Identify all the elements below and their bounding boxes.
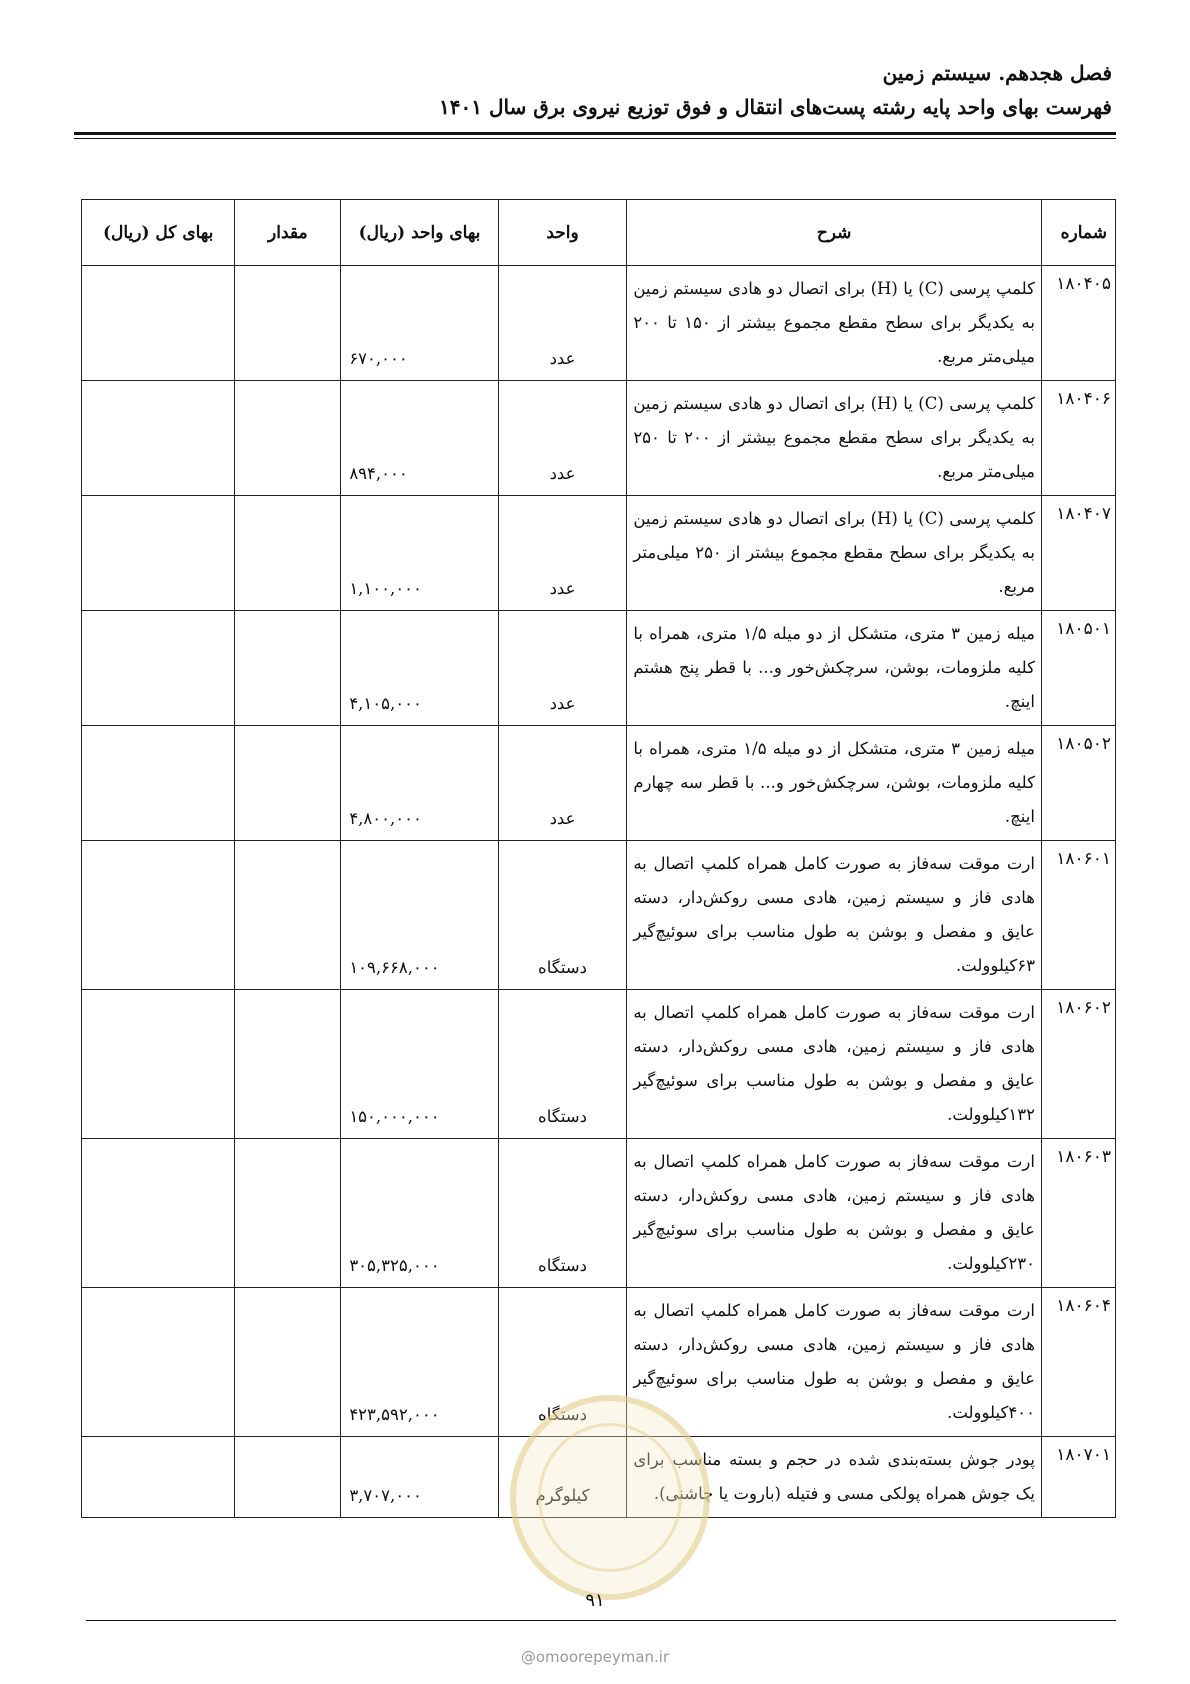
item-unit-price: ۴۲۳,۵۹۲,۰۰۰ — [341, 1288, 498, 1437]
item-code: ۱۸۰۴۰۶ — [1041, 381, 1115, 496]
item-total-price — [82, 496, 235, 611]
item-unit: عدد — [498, 496, 627, 611]
document-subtitle: فهرست بهای واحد پایه رشته پست‌های انتقال و فوق توزیع نیروی برق سال ۱۴۰۱ — [439, 95, 1112, 119]
item-total-price — [82, 726, 235, 841]
item-code: ۱۸۰۶۰۴ — [1041, 1288, 1115, 1437]
item-description: کلمپ پرسی (C) یا (H) برای اتصال دو هادی سیستم زمین به یکدیگر برای سطح مقطع مجموع بیشتر از ۲۵۰ میلی‌متر مربع. — [627, 496, 1042, 611]
item-description: کلمپ پرسی (C) یا (H) برای اتصال دو هادی سیستم زمین به یکدیگر برای سطح مقطع مجموع بیشتر از ۲۰۰ تا ۲۵۰ میلی‌متر مربع. — [627, 381, 1042, 496]
table-row — [82, 1139, 1116, 1288]
item-quantity — [235, 266, 341, 381]
item-unit-price: ۱۵۰,۰۰۰,۰۰۰ — [341, 990, 498, 1139]
price-table — [81, 199, 1116, 1518]
table-row — [82, 990, 1116, 1139]
item-code: ۱۸۰۶۰۱ — [1041, 841, 1115, 990]
item-total-price — [82, 1139, 235, 1288]
item-description: پودر جوش بسته‌بندی شده در حجم و بسته مناسب برای یک جوش همراه پولکی مسی و فتیله (باروت یا چاشنی). — [627, 1437, 1042, 1518]
item-code: ۱۸۰۴۰۷ — [1041, 496, 1115, 611]
item-code: ۱۸۰۵۰۲ — [1041, 726, 1115, 841]
table-row — [82, 611, 1116, 726]
item-total-price — [82, 266, 235, 381]
website-watermark: @omoorepeyman.ir — [520, 1648, 670, 1666]
item-total-price — [82, 381, 235, 496]
table-row — [82, 726, 1116, 841]
watermark-seal — [510, 1395, 710, 1600]
column-header-code: شماره — [1041, 200, 1115, 266]
item-code: ۱۸۰۶۰۲ — [1041, 990, 1115, 1139]
item-unit-price: ۶۷۰,۰۰۰ — [341, 266, 498, 381]
item-code: ۱۸۰۷۰۱ — [1041, 1437, 1115, 1518]
column-header-unit: واحد — [498, 200, 627, 266]
item-description: ارت موقت سه‌فاز به صورت کامل همراه کلمپ اتصال به هادی فاز و سیستم زمین، هادی مسی روکش‌دار، دسته عایق و مفصل و بوشن به طول مناسب برای سوئیچ‌گیر ۴۰۰کیلوولت. — [627, 1288, 1042, 1437]
column-header-total-price: بهای کل (ریال) — [82, 200, 235, 266]
item-quantity — [235, 496, 341, 611]
page-number: ۹۱ — [585, 1590, 605, 1611]
item-quantity — [235, 990, 341, 1139]
item-description: ارت موقت سه‌فاز به صورت کامل همراه کلمپ اتصال به هادی فاز و سیستم زمین، هادی مسی روکش‌دار، دسته عایق و مفصل و بوشن به طول مناسب برای سوئیچ‌گیر ۱۳۲کیلوولت. — [627, 990, 1042, 1139]
item-quantity — [235, 726, 341, 841]
table-header-row — [82, 200, 1116, 266]
item-unit: دستگاه — [498, 841, 627, 990]
item-code: ۱۸۰۶۰۳ — [1041, 1139, 1115, 1288]
item-unit: دستگاه — [498, 990, 627, 1139]
item-total-price — [82, 611, 235, 726]
item-unit-price: ۴,۱۰۵,۰۰۰ — [341, 611, 498, 726]
item-unit: عدد — [498, 266, 627, 381]
item-quantity — [235, 1139, 341, 1288]
table-row — [82, 841, 1116, 990]
item-unit-price: ۴,۸۰۰,۰۰۰ — [341, 726, 498, 841]
item-description: ارت موقت سه‌فاز به صورت کامل همراه کلمپ اتصال به هادی فاز و سیستم زمین، هادی مسی روکش‌دار، دسته عایق و مفصل و بوشن به طول مناسب برای سوئیچ‌گیر ۲۳۰کیلوولت. — [627, 1139, 1042, 1288]
item-code: ۱۸۰۴۰۵ — [1041, 266, 1115, 381]
item-quantity — [235, 1288, 341, 1437]
item-unit: کیلوگرم — [498, 1437, 627, 1518]
item-unit-price: ۳۰۵,۳۲۵,۰۰۰ — [341, 1139, 498, 1288]
item-unit-price: ۱۰۹,۶۶۸,۰۰۰ — [341, 841, 498, 990]
item-total-price — [82, 1288, 235, 1437]
column-header-description: شرح — [627, 200, 1042, 266]
item-description: کلمپ پرسی (C) یا (H) برای اتصال دو هادی سیستم زمین به یکدیگر برای سطح مقطع مجموع بیشتر از ۱۵۰ تا ۲۰۰ میلی‌متر مربع. — [627, 266, 1042, 381]
item-description: ارت موقت سه‌فاز به صورت کامل همراه کلمپ اتصال به هادی فاز و سیستم زمین، هادی مسی روکش‌دار، دسته عایق و مفصل و بوشن به طول مناسب برای سوئیچ‌گیر ۶۳کیلوولت. — [627, 841, 1042, 990]
item-unit-price: ۸۹۴,۰۰۰ — [341, 381, 498, 496]
item-quantity — [235, 841, 341, 990]
header-rule-thin — [74, 138, 1116, 139]
item-unit: عدد — [498, 381, 627, 496]
item-quantity — [235, 381, 341, 496]
item-description: میله زمین ۳ متری، متشکل از دو میله ۱/۵ متری، همراه با کلیه ملزومات، بوشن، سرچکش‌خور و... با قطر سه چهارم اینچ. — [627, 726, 1042, 841]
table-row — [82, 496, 1116, 611]
item-total-price — [82, 1437, 235, 1518]
page-header — [78, 56, 1112, 124]
header-rule-thick — [74, 132, 1116, 135]
item-unit: دستگاه — [498, 1288, 627, 1437]
chapter-title: فصل هجدهم. سیستم زمین — [882, 61, 1112, 85]
watermark-inner-ring — [538, 1423, 682, 1572]
column-header-quantity: مقدار — [235, 200, 341, 266]
item-description: میله زمین ۳ متری، متشکل از دو میله ۱/۵ متری، همراه با کلیه ملزومات، بوشن، سرچکش‌خور و... با قطر پنج هشتم اینچ. — [627, 611, 1042, 726]
footer-rule — [86, 1620, 1116, 1621]
item-unit: عدد — [498, 726, 627, 841]
table-row — [82, 266, 1116, 381]
column-header-unit-price: بهای واحد (ریال) — [341, 200, 498, 266]
item-quantity — [235, 611, 341, 726]
item-unit: عدد — [498, 611, 627, 726]
item-unit-price: ۳,۷۰۷,۰۰۰ — [341, 1437, 498, 1518]
item-quantity — [235, 1437, 341, 1518]
item-total-price — [82, 990, 235, 1139]
item-unit-price: ۱,۱۰۰,۰۰۰ — [341, 496, 498, 611]
item-unit: دستگاه — [498, 1139, 627, 1288]
table-row — [82, 381, 1116, 496]
item-code: ۱۸۰۵۰۱ — [1041, 611, 1115, 726]
item-total-price — [82, 841, 235, 990]
